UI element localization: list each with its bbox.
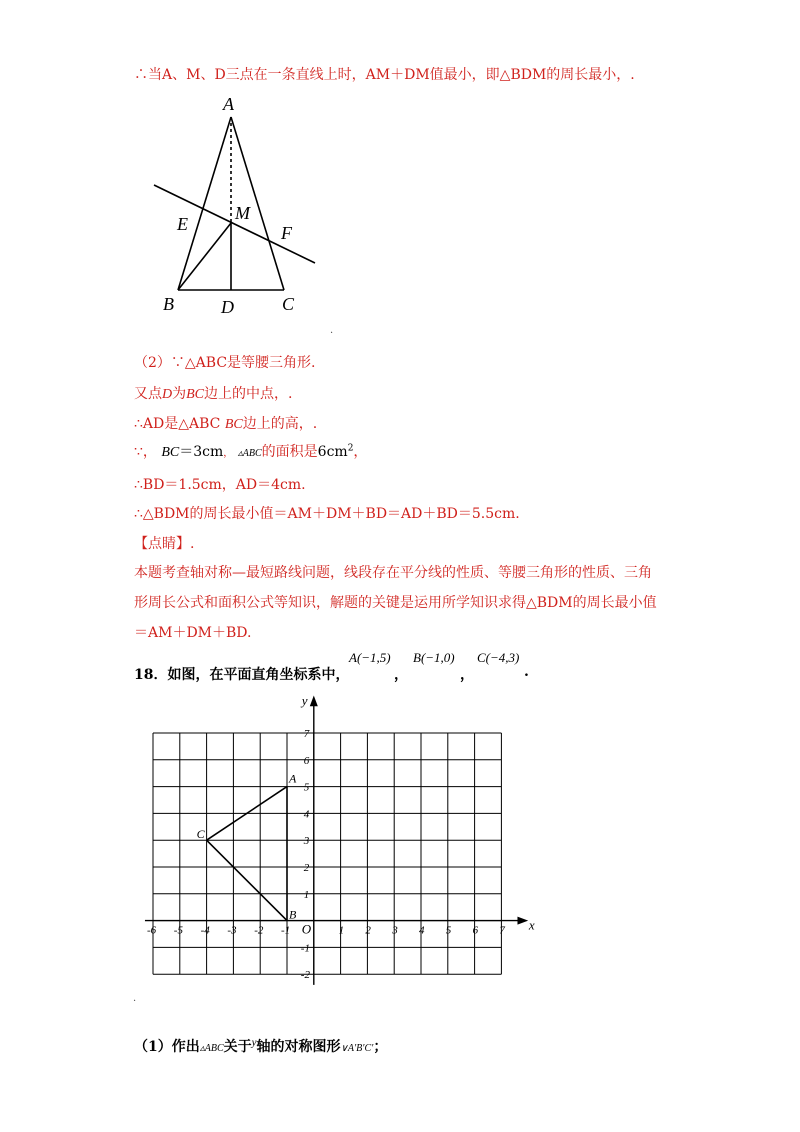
- point-label-b: B: [289, 907, 297, 922]
- x-tick-label: -3: [227, 924, 237, 937]
- point-label-c: C: [196, 827, 205, 842]
- answer-line-10: 形周长公式和面积公式等知识，解题的关键是运用所学知识求得△BDM的周长最小值: [134, 595, 657, 611]
- triangle-figure: [145, 92, 345, 322]
- x-tick-label: 4: [419, 924, 425, 937]
- label-f: F: [281, 223, 292, 243]
- comma-1: ，: [394, 667, 408, 683]
- point-c-coords: C(−4,3): [477, 650, 520, 665]
- y-tick-label: 5: [303, 781, 310, 794]
- point-a-coords: A(−1,5): [349, 650, 391, 665]
- y-tick-label: 6: [303, 754, 310, 767]
- answer-line-4: ∴AD是△ABC BC边上的高，.: [134, 416, 318, 432]
- label-c: C: [282, 294, 295, 314]
- axis-label-y: y: [301, 692, 308, 708]
- x-axis-arrow: [517, 917, 528, 925]
- x-tick-label: -6: [147, 924, 157, 937]
- answer-line-2: （2）∵△ABC是等腰三角形.: [134, 355, 316, 371]
- y-tick-label: -1: [300, 942, 310, 955]
- label-a: A: [223, 94, 234, 114]
- x-tick-label: 2: [365, 924, 371, 937]
- y-axis-arrow: [310, 695, 318, 706]
- answer-line-11: ＝AM＋DM＋BD.: [134, 625, 252, 641]
- triangle-side-cb: [207, 840, 287, 920]
- label-d: D: [221, 297, 234, 317]
- coordinate-grid: [140, 692, 535, 990]
- period: .: [524, 664, 529, 680]
- answer-line-5: ∵， BC＝3cm， ▵ABC的面积是$6cm^2$，: [134, 443, 368, 460]
- label-m: M: [235, 203, 250, 223]
- x-tick-label: -5: [173, 924, 183, 937]
- answer-line-9: 本题考查轴对称—最短路线问题，线段存在平分线的性质、等腰三角形的性质、三角: [134, 565, 652, 581]
- point-label-a: A: [289, 771, 297, 786]
- y-tick-label: 1: [303, 888, 310, 901]
- x-tick-label: -4: [200, 924, 210, 937]
- y-tick-label: 7: [303, 728, 310, 740]
- answer-line-7: ∴△BDM的周长最小值＝AM＋DM＋BD＝AD＋BD＝5.5cm.: [134, 506, 520, 522]
- x-tick-label: 6: [472, 924, 479, 937]
- label-e: E: [177, 214, 188, 234]
- x-tick-label: -2: [254, 924, 264, 937]
- subquestion-1: （1）作出▵ABC关于$^y$轴的对称图形∨A′B′C′；: [134, 1036, 388, 1055]
- y-tick-label: 3: [303, 835, 310, 848]
- answer-line-8: 【点睛】.: [134, 536, 195, 552]
- x-tick-label: 7: [499, 924, 505, 937]
- y-tick-label: 2: [303, 862, 310, 874]
- answer-line-6: ∴BD＝1.5cm，AD＝4cm.: [134, 477, 306, 493]
- answer-line-3: 又点D为BC边上的中点，.: [134, 386, 293, 402]
- y-tick-label: 4: [303, 808, 310, 821]
- side-ab: [178, 117, 231, 290]
- axis-label-x: x: [528, 917, 535, 933]
- answer-line-1: ∴当A、M、D三点在一条直线上时，AM＋DM值最小，即△BDM的周长最小，.: [134, 67, 635, 83]
- x-tick-label: 1: [338, 924, 345, 937]
- x-tick-label: 3: [392, 924, 398, 937]
- x-tick-label: 5: [445, 924, 452, 937]
- comma-2: ，: [460, 667, 474, 683]
- origin-label: O: [301, 921, 312, 937]
- x-tick-label: -1: [281, 924, 291, 937]
- y-tick-label: -2: [300, 969, 310, 982]
- label-b: B: [163, 294, 174, 314]
- point-b-coords: B(−1,0): [413, 650, 455, 665]
- question-18: 18．如图，在平面直角坐标系中，: [134, 667, 350, 683]
